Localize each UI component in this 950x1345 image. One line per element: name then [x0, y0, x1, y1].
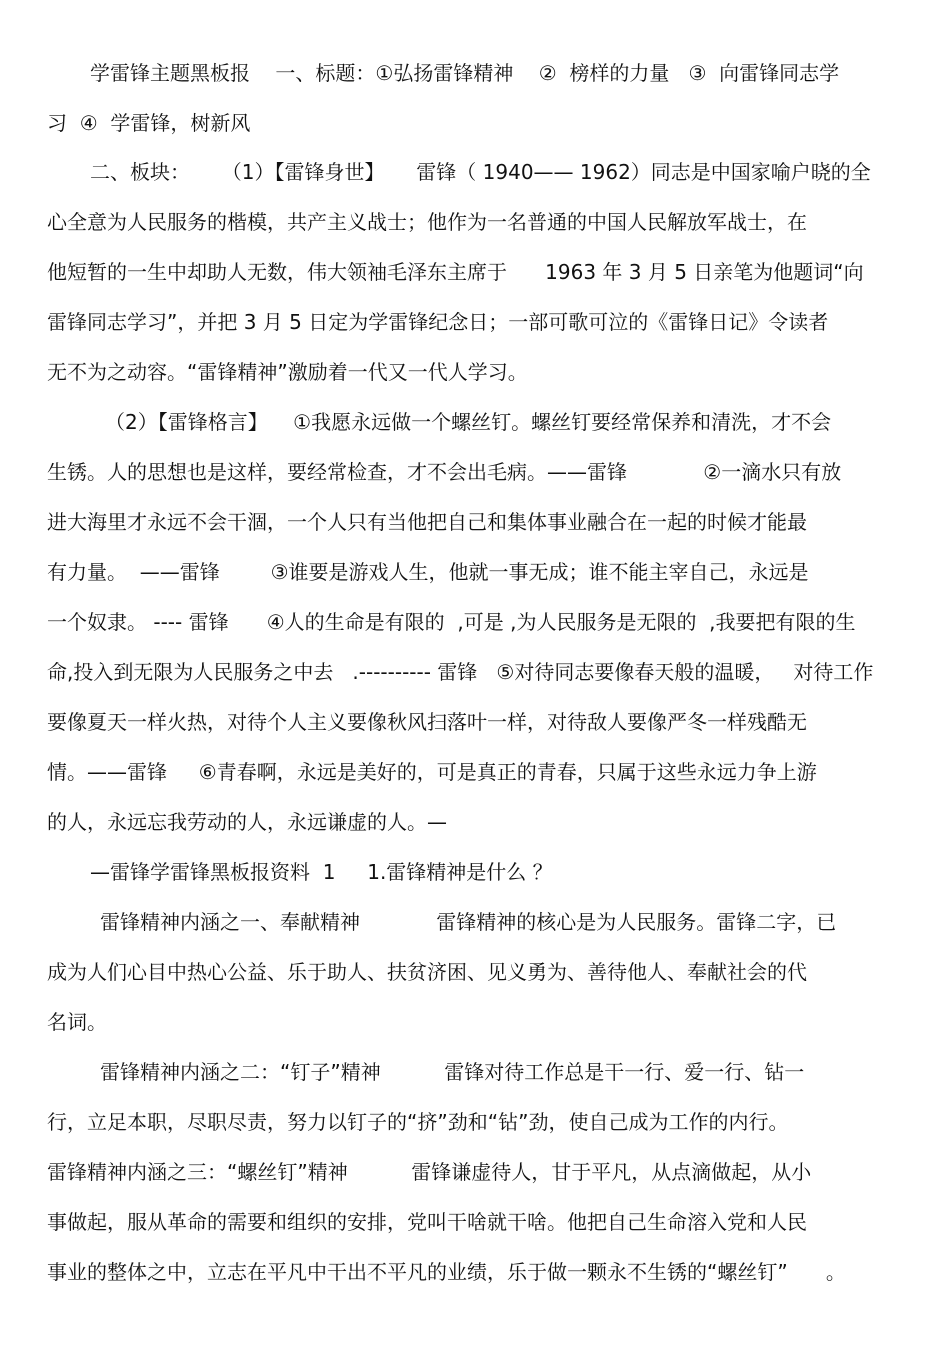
text-line: 情。——雷锋 ⑥青春啊，永远是美好的，可是真正的青春，只属于这些永远力争上游 [47, 760, 817, 784]
text-line: 有力量。 ——雷锋 ③谁要是游戏人生，他就一事无成；谁不能主宰自己，永远是 [47, 560, 809, 584]
text-line: 雷锋精神内涵之三：“螺丝钉”精神 雷锋谦虚待人，甘于平凡，从点滴做起，从小 [47, 1160, 812, 1184]
text-line: 他短暂的一生中却助人无数，伟大领袖毛泽东主席于 1963 年 3 月 5 日亲笔为他题词“向 [47, 260, 864, 284]
text-line: 生锈。人的思想也是这样，要经常检查，才不会出毛病。——雷锋 ②一滴水只有放 [47, 460, 842, 484]
text-line: 心全意为人民服务的楷模，共产主义战士；他作为一名普通的中国人民解放军战士，在 [47, 210, 807, 234]
text-line: （2）【雷锋格言】 ①我愿永远做一个螺丝钉。螺丝钉要经常保养和清洗，才不会 [105, 410, 832, 434]
text-line: 命,投入到无限为人民服务之中去 .---------- 雷锋 ⑤对待同志要像春天般的温暖， 对待工作 [47, 660, 874, 684]
text-line: 二、板块： （1）【雷锋身世】 雷锋（ 1940—— 1962）同志是中国家喻户晓的全 [90, 160, 871, 184]
text-line: 名词。 [47, 1010, 107, 1034]
text-line: 事业的整体之中，立志在平凡中干出不平凡的业绩，乐于做一颗永不生锈的“螺丝钉” 。 [47, 1260, 846, 1284]
text-line: 一个奴隶。 ---- 雷锋 ④人的生命是有限的 ,可是 ,为人民服务是无限的 ,我要把有限的生 [47, 610, 856, 634]
text-line: 进大海里才永远不会干涸，一个人只有当他把自己和集体事业融合在一起的时候才能最 [47, 510, 807, 534]
text-line: 无不为之动容。“雷锋精神”激励着一代又一代人学习。 [47, 360, 528, 384]
text-line: 要像夏天一样火热，对待个人主义要像秋风扫落叶一样，对待敌人要像严冬一样残酷无 [47, 710, 807, 734]
text-line: 的人，永远忘我劳动的人，永远谦虚的人。— [47, 810, 447, 834]
text-line: —雷锋学雷锋黑板报资料 1 1.雷锋精神是什么 ？ [90, 860, 553, 884]
text-line: 行，立足本职，尽职尽责，努力以钉子的“挤”劲和“钻”劲，使自己成为工作的内行。 [47, 1110, 789, 1134]
text-line: 雷锋精神内涵之一、奉献精神 雷锋精神的核心是为人民服务。雷锋二字，已 [100, 910, 837, 934]
text-line: 成为人们心目中热心公益、乐于助人、扶贫济困、见义勇为、善待他人、奉献社会的代 [47, 960, 807, 984]
text-line: 学雷锋主题黑板报 一、标题：①弘扬雷锋精神 ② 榜样的力量 ③ 向雷锋同志学 [90, 61, 840, 85]
text-line: 习 ④ 学雷锋，树新风 [47, 111, 251, 135]
text-line: 事做起，服从革命的需要和组织的安排，党叫干啥就干啥。他把自己生命溶入党和人民 [47, 1210, 807, 1234]
text-line: 雷锋精神内涵之二：“钉子”精神 雷锋对待工作总是干一行、爱一行、钻一 [100, 1060, 805, 1084]
text-line: 雷锋同志学习”，并把 3 月 5 日定为学雷锋纪念日；一部可歌可泣的《雷锋日记》令读者 [47, 310, 829, 334]
